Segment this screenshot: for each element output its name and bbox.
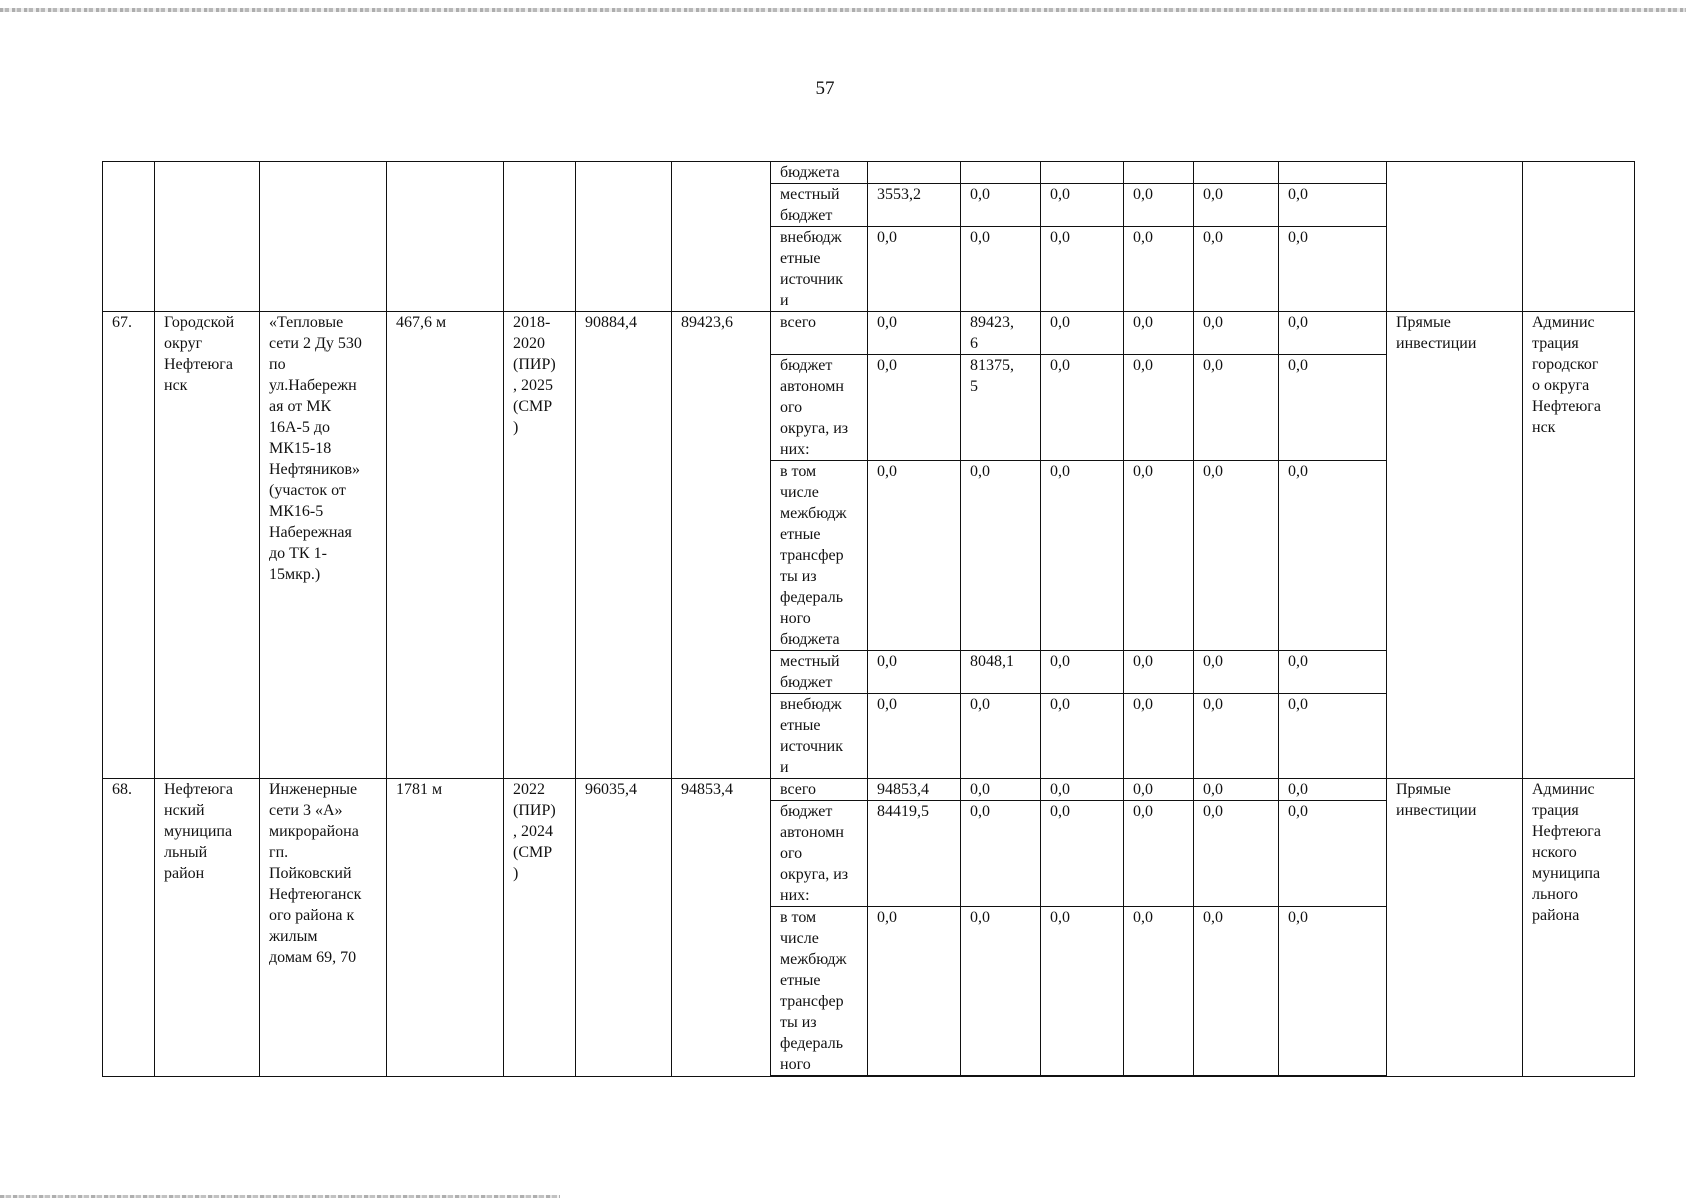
value-cell: 0,0: [1124, 694, 1194, 779]
value-cell: 0,0: [961, 694, 1041, 779]
value-cell: 94853,4: [868, 779, 961, 801]
value-cell: 0,0: [1124, 651, 1194, 694]
value-cell: 0,0: [1279, 907, 1387, 1077]
value-cell: [1279, 162, 1387, 184]
capacity-cell: 1781 м: [387, 779, 504, 1077]
remaining-cost-cell: 94853,4: [672, 779, 771, 1077]
value-cell: 0,0: [868, 461, 961, 651]
value-cell: [1124, 162, 1194, 184]
capacity-cell: [387, 162, 504, 312]
value-cell: 3553,2: [868, 184, 961, 227]
value-cell: 0,0: [868, 227, 961, 312]
value-cell: 0,0: [1124, 355, 1194, 461]
value-cell: 0,0: [1279, 227, 1387, 312]
value-cell: 0,0: [1041, 227, 1124, 312]
table-row: [103, 779, 1635, 801]
municipality-cell: Нефтеюга нский муниципа льный район: [155, 779, 260, 1077]
scan-edge-bottom: [0, 1195, 560, 1198]
municipality-cell: [155, 162, 260, 312]
customer-cell: Админис трация Нефтеюга нского муниципа льного района: [1523, 779, 1635, 1077]
value-cell: 0,0: [868, 312, 961, 355]
value-cell: 0,0: [1279, 184, 1387, 227]
value-cell: 0,0: [1041, 907, 1124, 1077]
value-cell: [1194, 162, 1279, 184]
object-cell: Инженерные сети 3 «А» микрорайона гп. Пойковский Нефтеюганск ого района к жилым домам 69, 70: [260, 779, 387, 1077]
value-cell: 0,0: [1041, 801, 1124, 907]
source-cell: бюджет автономн ого округа, из них:: [771, 801, 868, 907]
estimated-cost-cell: [576, 162, 672, 312]
value-cell: [868, 162, 961, 184]
value-cell: 0,0: [1041, 355, 1124, 461]
source-cell: всего: [771, 312, 868, 355]
source-cell: местный бюджет: [771, 651, 868, 694]
value-cell: 0,0: [1041, 779, 1124, 801]
source-cell: внебюдж етные источник и: [771, 227, 868, 312]
value-cell: 84419,5: [868, 801, 961, 907]
investment-table: [102, 161, 1635, 1077]
value-cell: 0,0: [1194, 355, 1279, 461]
value-cell: 0,0: [1124, 779, 1194, 801]
value-cell: 0,0: [1041, 461, 1124, 651]
value-cell: [961, 162, 1041, 184]
years-cell: [504, 162, 576, 312]
remaining-cost-cell: [672, 162, 771, 312]
value-cell: 0,0: [961, 907, 1041, 1077]
scan-edge-top: [0, 8, 1686, 12]
value-cell: 0,0: [1124, 461, 1194, 651]
value-cell: 81375, 5: [961, 355, 1041, 461]
value-cell: 8048,1: [961, 651, 1041, 694]
value-cell: 0,0: [1194, 184, 1279, 227]
value-cell: 0,0: [868, 355, 961, 461]
capacity-cell: 467,6 м: [387, 312, 504, 779]
table-row: [103, 162, 1635, 184]
value-cell: 0,0: [1194, 907, 1279, 1077]
value-cell: 0,0: [1279, 312, 1387, 355]
value-cell: 0,0: [868, 907, 961, 1077]
value-cell: 0,0: [1194, 694, 1279, 779]
page-number: 57: [815, 78, 835, 99]
years-cell: 2018- 2020 (ПИР) , 2025 (СМР ): [504, 312, 576, 779]
municipality-cell: Городской округ Нефтеюга нск: [155, 312, 260, 779]
num-cell: [103, 162, 155, 312]
value-cell: 0,0: [868, 651, 961, 694]
customer-cell: [1523, 162, 1635, 312]
value-cell: 0,0: [1194, 227, 1279, 312]
value-cell: 0,0: [1041, 312, 1124, 355]
value-cell: 0,0: [961, 184, 1041, 227]
value-cell: 0,0: [961, 461, 1041, 651]
source-cell: местный бюджет: [771, 184, 868, 227]
value-cell: 0,0: [1279, 779, 1387, 801]
value-cell: 0,0: [1041, 651, 1124, 694]
value-cell: [1041, 162, 1124, 184]
value-cell: 0,0: [1124, 312, 1194, 355]
value-cell: 0,0: [1194, 801, 1279, 907]
remaining-cost-cell: 89423,6: [672, 312, 771, 779]
estimated-cost-cell: 96035,4: [576, 779, 672, 1077]
customer-cell: Админис трация городског о округа Нефтеюга нск: [1523, 312, 1635, 779]
value-cell: 0,0: [1124, 184, 1194, 227]
value-cell: 0,0: [1279, 651, 1387, 694]
value-cell: 89423, 6: [961, 312, 1041, 355]
source-cell: бюджета: [771, 162, 868, 184]
value-cell: 0,0: [1279, 694, 1387, 779]
value-cell: 0,0: [868, 694, 961, 779]
value-cell: 0,0: [961, 227, 1041, 312]
source-cell: внебюдж етные источник и: [771, 694, 868, 779]
source-cell: в том числе межбюдж етные трансфер ты из федераль ного бюджета: [771, 461, 868, 651]
object-cell: «Тепловые сети 2 Ду 530 по ул.Набережн ая от МК 16А-5 до МК15-18 Нефтяников» (участок от МК16-5 Набережная до ТК 1- 15мкр.): [260, 312, 387, 779]
value-cell: 0,0: [1041, 694, 1124, 779]
value-cell: 0,0: [1194, 651, 1279, 694]
num-cell: 68.: [103, 779, 155, 1077]
funding-form-cell: [1387, 162, 1523, 312]
source-cell: в том числе межбюдж етные трансфер ты из федераль ного: [771, 907, 868, 1077]
source-cell: бюджет автономн ого округа, из них:: [771, 355, 868, 461]
value-cell: 0,0: [1041, 184, 1124, 227]
num-cell: 67.: [103, 312, 155, 779]
value-cell: 0,0: [1194, 779, 1279, 801]
value-cell: 0,0: [1194, 461, 1279, 651]
years-cell: 2022 (ПИР) , 2024 (СМР ): [504, 779, 576, 1077]
value-cell: 0,0: [1124, 907, 1194, 1077]
value-cell: 0,0: [1194, 312, 1279, 355]
estimated-cost-cell: 90884,4: [576, 312, 672, 779]
value-cell: 0,0: [961, 801, 1041, 907]
source-cell: всего: [771, 779, 868, 801]
value-cell: 0,0: [1279, 461, 1387, 651]
table-row: [103, 312, 1635, 355]
object-cell: [260, 162, 387, 312]
value-cell: 0,0: [961, 779, 1041, 801]
funding-form-cell: Прямые инвестиции: [1387, 779, 1523, 1077]
value-cell: 0,0: [1279, 801, 1387, 907]
value-cell: 0,0: [1124, 227, 1194, 312]
funding-form-cell: Прямые инвестиции: [1387, 312, 1523, 779]
value-cell: 0,0: [1279, 355, 1387, 461]
value-cell: 0,0: [1124, 801, 1194, 907]
